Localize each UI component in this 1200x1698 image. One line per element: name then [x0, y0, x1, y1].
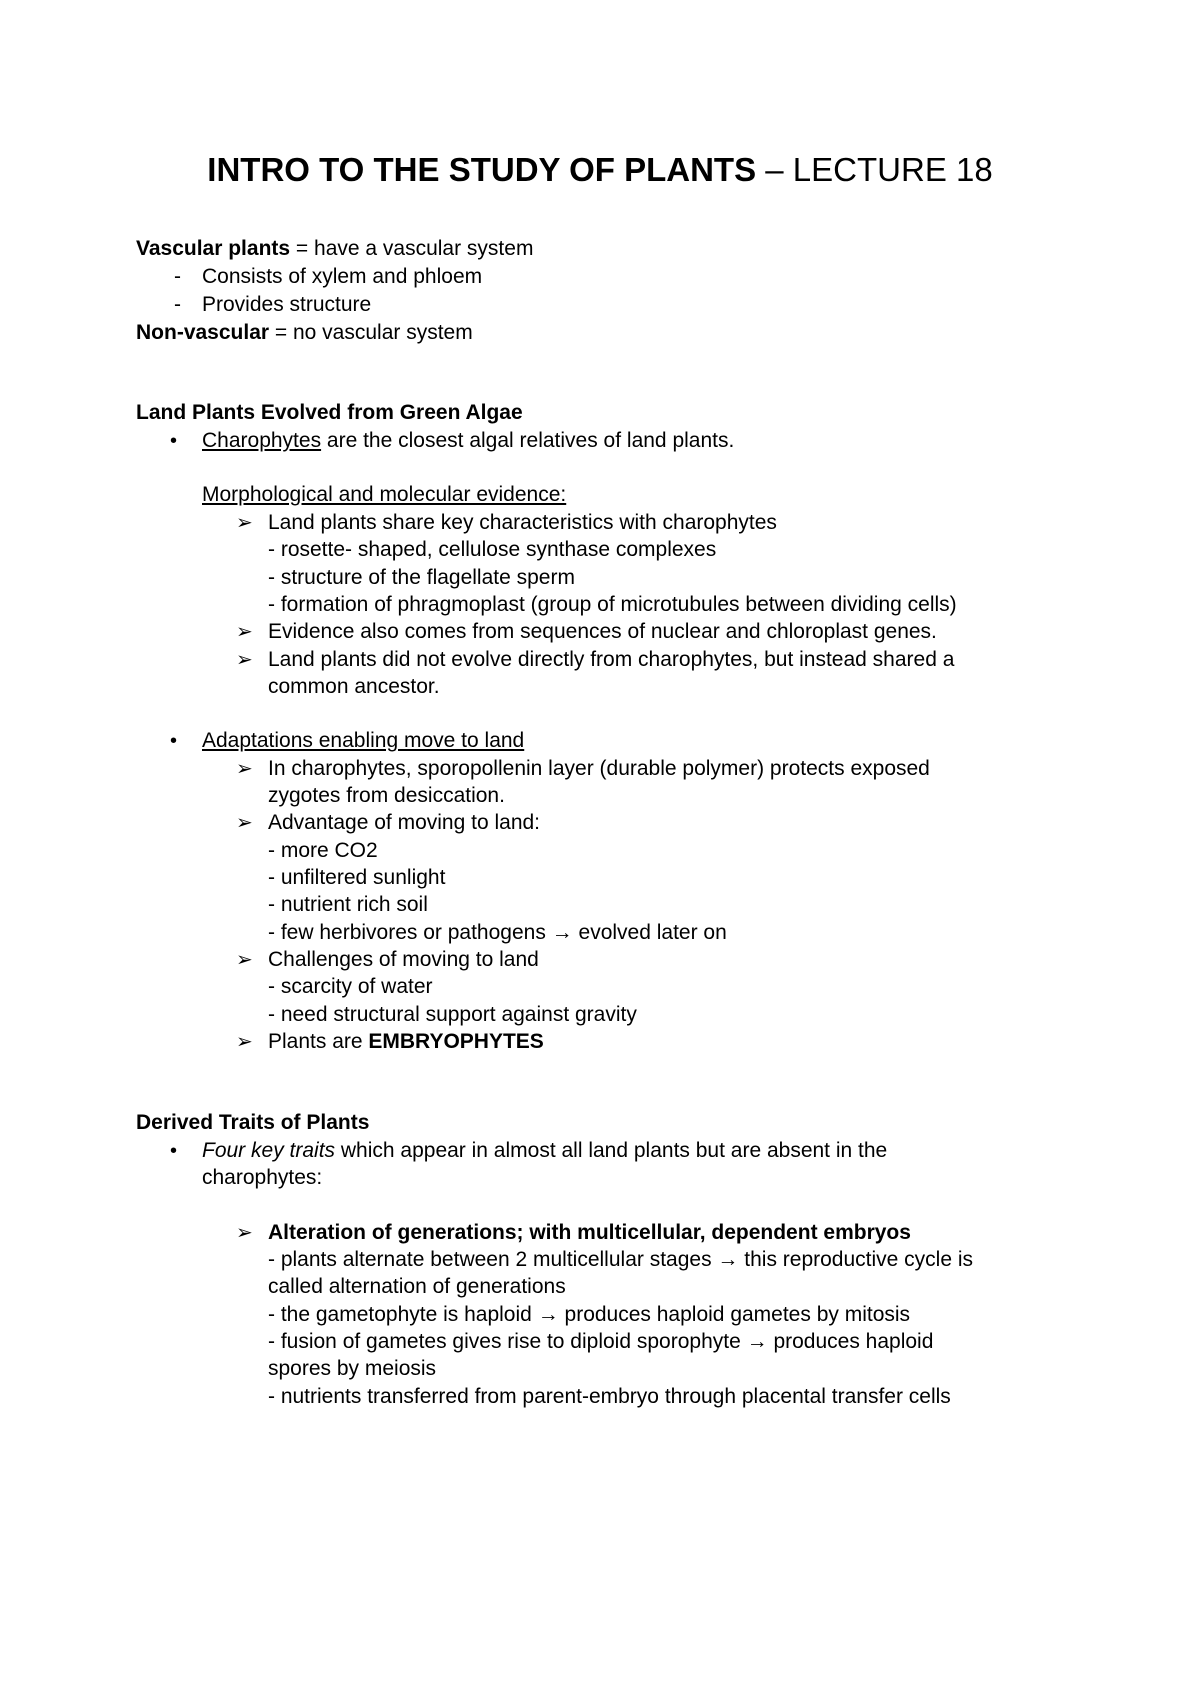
right-arrow-icon: →	[717, 1248, 739, 1271]
vascular-term: Vascular plants	[136, 237, 291, 260]
sub-item-text: - few herbivores or pathogens	[268, 921, 546, 944]
sub-item-continued: spores by meiosis	[268, 1357, 437, 1380]
right-arrow-icon: →	[537, 1303, 559, 1326]
list-item: Land plants share key characteristics with charophytes	[268, 511, 777, 534]
right-arrow-icon: →	[746, 1330, 768, 1353]
title-bold: INTRO TO THE STUDY OF PLANTS	[207, 151, 757, 188]
arrow-bullet-icon: ➢	[236, 512, 253, 534]
sub-item-text: - fusion of gametes gives rise to diploid sporophyte	[268, 1330, 741, 1353]
arrow-bullet-icon: ➢	[236, 949, 253, 971]
arrow-bullet-icon: ➢	[236, 1031, 253, 1053]
sub-item: - more CO2	[268, 839, 378, 862]
sub-item: - formation of phragmoplast (group of microtubules between dividing cells)	[268, 593, 957, 616]
derived-intro-continued: charophytes:	[202, 1166, 323, 1189]
four-key-traits: Four key traits	[202, 1139, 336, 1162]
sub-item: - rosette- shaped, cellulose synthase complexes	[268, 538, 717, 561]
list-item: Consists of xylem and phloem	[202, 265, 483, 288]
list-item	[268, 1027, 544, 1057]
sub-item: - unfiltered sunlight	[268, 866, 446, 889]
arrow-bullet-icon: ➢	[236, 621, 253, 643]
page-title	[0, 150, 1200, 190]
vascular-def-text: = have a vascular system	[290, 237, 534, 260]
sub-item: - nutrient rich soil	[268, 893, 428, 916]
vascular-def	[136, 234, 533, 264]
derived-intro-rest: which appear in almost all land plants but are absent in the	[335, 1139, 888, 1162]
list-item-continued: common ancestor.	[268, 675, 440, 698]
sub-item-text: - plants alternate between 2 multicellular stages	[268, 1248, 712, 1271]
bullet-icon: •	[170, 730, 178, 752]
sub-item: - nutrients transferred from parent-embryo through placental transfer cells	[268, 1385, 951, 1408]
list-item-continued: zygotes from desiccation.	[268, 784, 505, 807]
sub-item: - need structural support against gravity	[268, 1003, 637, 1026]
sub-item-text: - the gametophyte is haploid	[268, 1303, 532, 1326]
nonvascular-def-text: = no vascular system	[269, 321, 473, 344]
bullet-icon: •	[170, 1140, 178, 1162]
list-item: In charophytes, sporopollenin layer (durable polymer) protects exposed	[268, 757, 930, 780]
arrow-bullet-icon: ➢	[236, 649, 253, 671]
charophytes-rest: are the closest algal relatives of land plants.	[321, 429, 735, 452]
section-heading-land-plants: Land Plants Evolved from Green Algae	[136, 401, 523, 424]
list-item: Evidence also comes from sequences of nuclear and chloroplast genes.	[268, 620, 937, 643]
sub-item	[268, 1327, 933, 1357]
charophytes-line	[202, 426, 734, 456]
list-item: Land plants did not evolve directly from charophytes, but instead shared a	[268, 648, 955, 671]
derived-intro	[202, 1136, 887, 1166]
dash-marker: -	[174, 265, 181, 288]
nonvascular-term: Non-vascular	[136, 321, 270, 344]
morph-evidence-heading: Morphological and molecular evidence:	[202, 483, 567, 506]
sub-item-text: evolved later on	[578, 921, 727, 944]
sub-item: - structure of the flagellate sperm	[268, 566, 575, 589]
arrow-bullet-icon: ➢	[236, 758, 253, 780]
list-item-text: Plants are	[268, 1030, 369, 1053]
adaptations-heading: Adaptations enabling move to land	[202, 729, 525, 752]
sub-item	[268, 1300, 910, 1330]
sub-item	[268, 1245, 973, 1275]
charophytes-term: Charophytes	[202, 429, 322, 452]
bullet-icon: •	[170, 430, 178, 452]
list-item: Advantage of moving to land:	[268, 811, 541, 834]
sub-item-text: produces haploid gametes by mitosis	[564, 1303, 911, 1326]
list-item: Provides structure	[202, 293, 372, 316]
sub-item-text: this reproductive cycle is	[744, 1248, 974, 1271]
list-item: Challenges of moving to land	[268, 948, 539, 971]
embryophytes-term: EMBRYOPHYTES	[368, 1030, 544, 1053]
trait-heading: Alteration of generations; with multicellular, dependent embryos	[268, 1221, 911, 1244]
sub-item-continued: called alternation of generations	[268, 1275, 566, 1298]
sub-item: - scarcity of water	[268, 975, 433, 998]
arrow-bullet-icon: ➢	[236, 812, 253, 834]
arrow-bullet-icon: ➢	[236, 1222, 253, 1244]
sub-item	[268, 918, 727, 948]
section-heading-derived-traits: Derived Traits of Plants	[136, 1111, 370, 1134]
nonvascular-def	[136, 318, 473, 348]
title-rest: – LECTURE 18	[756, 151, 993, 188]
dash-marker: -	[174, 293, 181, 316]
sub-item-text: produces haploid	[773, 1330, 934, 1353]
right-arrow-icon: →	[551, 921, 573, 944]
